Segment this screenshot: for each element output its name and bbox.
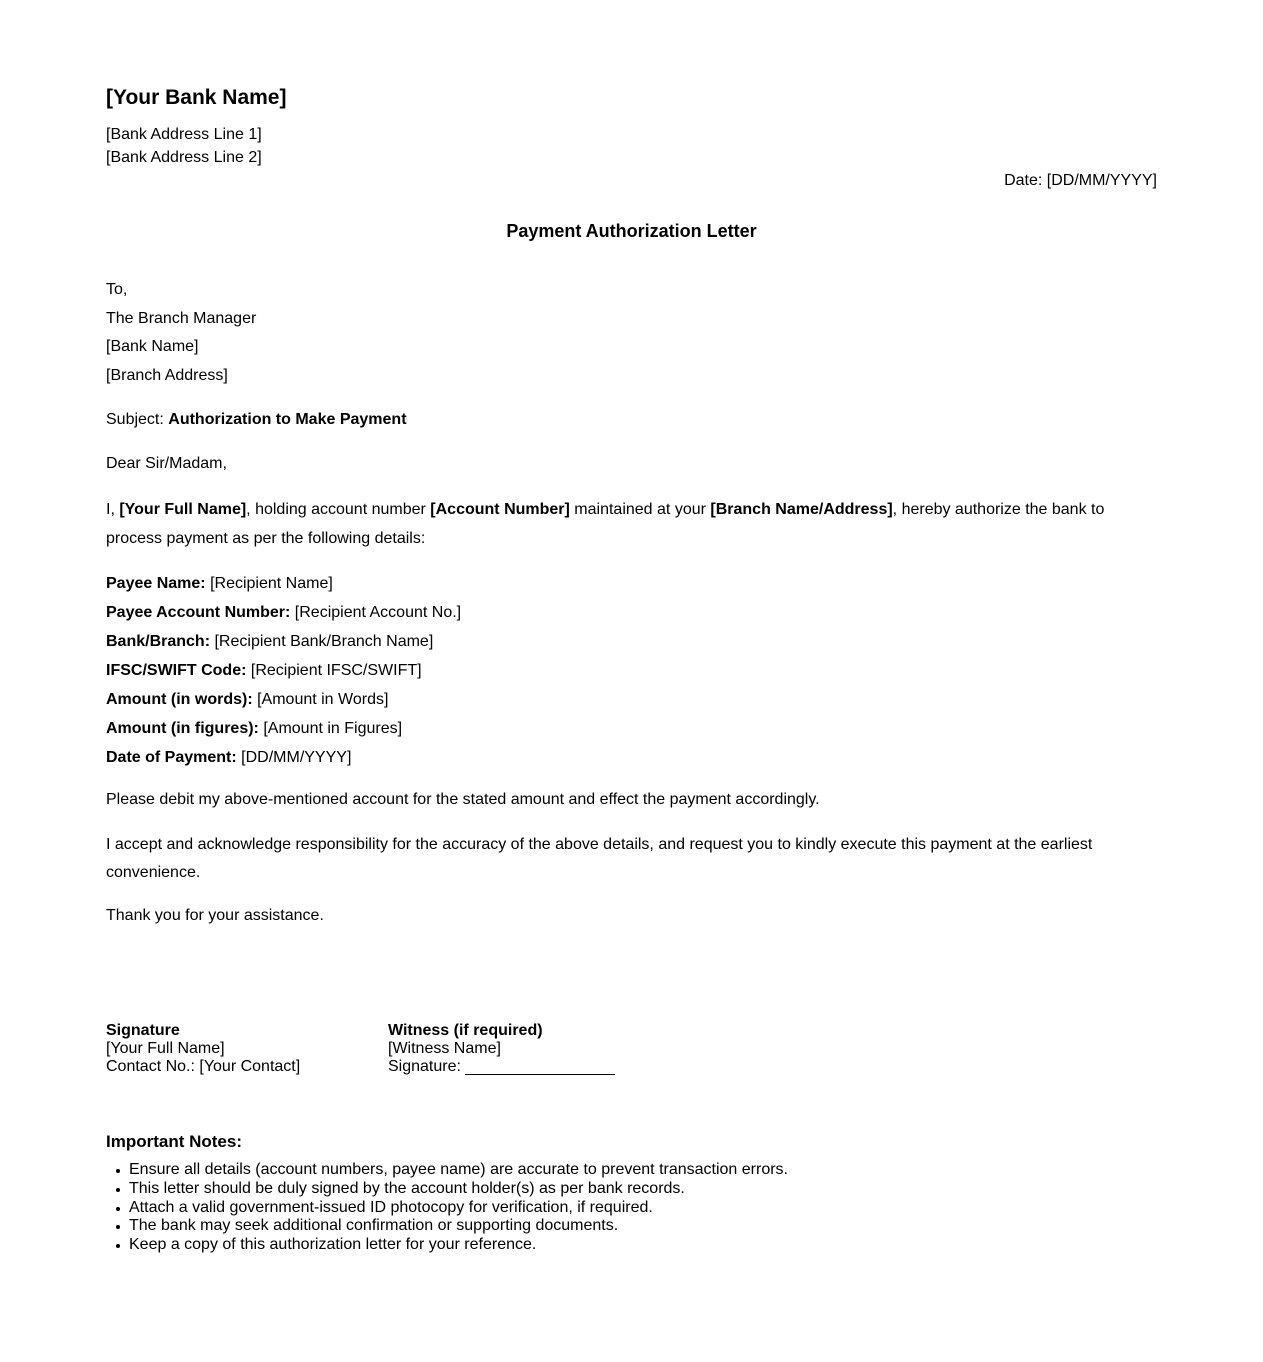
branch-name-placeholder: [Branch Name/Address] <box>710 501 893 518</box>
detail-row-ifsc-swift-code <box>106 656 1157 685</box>
recipient-line-bank-name: [Bank Name] <box>106 338 199 355</box>
acknowledgement-paragraph: I accept and acknowledge responsibility for the accuracy of the above details, and request you to kindly execute this payment at the earliest convenience. <box>106 835 1093 881</box>
recipient-line-branch-address: [Branch Address] <box>106 366 228 384</box>
witness-signature-label: Signature: <box>388 1058 461 1075</box>
important-notes-list <box>106 1161 1157 1255</box>
letterhead <box>106 85 1157 192</box>
subject-line <box>106 406 1157 435</box>
detail-label: Payee Account Number: <box>106 604 291 621</box>
letter-title: Payment Authorization Letter <box>506 221 757 241</box>
witness-name: [Witness Name] <box>388 1040 501 1057</box>
witness-signature-row <box>388 1058 615 1076</box>
signature-heading: Signature <box>106 1022 180 1039</box>
bank-address-line-1: [Bank Address Line 1] <box>106 126 262 143</box>
bank-address-line-2: [Bank Address Line 2] <box>106 149 262 166</box>
detail-label: Date of Payment: <box>106 749 237 766</box>
important-notes-heading: Important Notes: <box>106 1132 242 1151</box>
recipient-line-branch-manager: The Branch Manager <box>106 309 257 327</box>
detail-label: Bank/Branch: <box>106 633 211 650</box>
note-item: This letter should be duly signed by the account holder(s) as per bank records. <box>106 1180 1157 1199</box>
detail-value: [Amount in Figures] <box>263 720 403 737</box>
intro-paragraph <box>106 496 1157 553</box>
detail-label: Payee Name: <box>106 575 206 592</box>
recipient-line-to: To, <box>106 281 128 298</box>
intro-text: , hereby authorize the bank to process payment as per the following details: <box>106 501 1105 547</box>
salutation: Dear Sir/Madam, <box>106 454 227 472</box>
detail-row-payee-account-number <box>106 598 1157 627</box>
intro-text: maintained at your <box>569 501 711 518</box>
important-notes-section <box>106 1132 1157 1255</box>
subject-value: Authorization to Make Payment <box>168 411 407 428</box>
recipient-block <box>106 276 1157 390</box>
debit-request-paragraph: Please debit my above-mentioned account for the stated amount and effect the payment accordingly. <box>106 791 820 808</box>
detail-row-amount-in-words <box>106 685 1157 714</box>
detail-row-bank-branch <box>106 627 1157 656</box>
detail-label: Amount (in figures): <box>106 720 259 737</box>
signature-block <box>106 1022 388 1076</box>
subject-label: Subject: <box>106 411 164 428</box>
detail-value: [Recipient Account No.] <box>294 604 462 621</box>
signer-name: [Your Full Name] <box>106 1040 225 1057</box>
bank-name: [Your Bank Name] <box>106 86 287 109</box>
intro-text: , holding account number <box>246 501 431 518</box>
signer-contact: Contact No.: [Your Contact] <box>106 1058 301 1075</box>
detail-value: [Amount in Words] <box>257 691 389 708</box>
witness-block <box>388 1022 615 1076</box>
thanks-paragraph: Thank you for your assistance. <box>106 906 324 924</box>
payment-details-list <box>106 569 1157 772</box>
detail-row-payee-name <box>106 569 1157 598</box>
detail-value: [DD/MM/YYYY] <box>241 749 352 766</box>
detail-label: Amount (in words): <box>106 691 253 708</box>
signature-section <box>106 1022 1157 1076</box>
witness-heading: Witness (if required) <box>388 1022 543 1039</box>
detail-value: [Recipient Name] <box>210 575 333 592</box>
date-line: Date: [DD/MM/YYYY] <box>1004 172 1157 189</box>
note-item: Ensure all details (account numbers, payee name) are accurate to prevent transaction errors. <box>106 1161 1157 1180</box>
account-number-placeholder: [Account Number] <box>430 501 570 518</box>
detail-label: IFSC/SWIFT Code: <box>106 662 247 679</box>
detail-row-amount-in-figures <box>106 714 1157 743</box>
detail-row-date-of-payment <box>106 743 1157 772</box>
note-item: Attach a valid government-issued ID photocopy for verification, if required. <box>106 1199 1157 1218</box>
intro-text: I, <box>106 501 120 518</box>
witness-signature-line <box>465 1061 615 1075</box>
your-full-name-placeholder: [Your Full Name] <box>119 501 247 518</box>
detail-value: [Recipient Bank/Branch Name] <box>214 633 434 650</box>
detail-value: [Recipient IFSC/SWIFT] <box>250 662 422 679</box>
note-item: Keep a copy of this authorization letter for your reference. <box>106 1236 1157 1255</box>
note-item: The bank may seek additional confirmation or supporting documents. <box>106 1217 1157 1236</box>
